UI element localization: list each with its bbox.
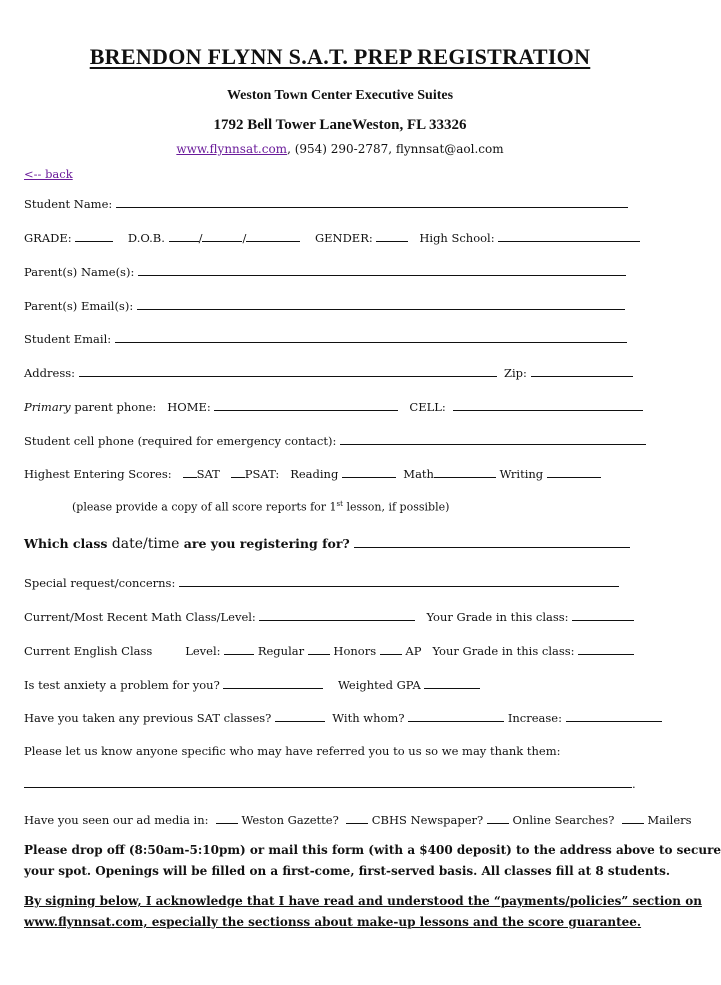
student-cell-row: Student cell phone (required for emergency contact): (24, 433, 646, 448)
website-link[interactable]: www.flynnsat.com (176, 142, 288, 156)
address-line: 1792 Bell Tower LaneWeston, FL 33326 (213, 117, 467, 133)
regular-check[interactable] (224, 643, 254, 655)
previous-classes-field[interactable] (275, 710, 325, 722)
address-row: Address: Zip: (24, 365, 633, 380)
anxiety-row: Is test anxiety a problem for you? Weighted GPA (24, 677, 480, 692)
previous-classes-row: Have you taken any previous SAT classes? With whom? Increase: (24, 710, 662, 725)
reading-field[interactable] (342, 466, 396, 478)
student-name-field[interactable] (116, 196, 628, 208)
back-link[interactable]: <-- back (24, 167, 73, 181)
writing-field[interactable] (547, 466, 601, 478)
student-name-row: Student Name: (24, 196, 628, 211)
cell-phone-field[interactable] (453, 399, 643, 411)
ad-media-row: Have you seen our ad media in: Weston Gazette? CBHS Newspaper? Online Searches? Mailers (24, 813, 692, 827)
gender-field[interactable] (376, 230, 408, 242)
special-request-row: Special request/concerns: (24, 575, 619, 590)
home-phone-field[interactable] (214, 399, 398, 411)
math-class-row: Current/Most Recent Math Class/Level: Your Grade in this class: (24, 609, 634, 624)
drop-off-line-1: Please drop off (8:50am-5:10pm) or mail this form (with a $400 deposit) to the address above to secure (24, 843, 721, 857)
parent-emails-field[interactable] (137, 298, 625, 310)
mailers-check[interactable] (622, 812, 644, 824)
acknowledgement-line-2: www.flynnsat.com, especially the sectionss about make-up lessons and the score guarantee. (24, 915, 642, 929)
dob-day-field[interactable] (202, 230, 242, 242)
parent-phone-row: Primary parent phone: HOME: CELL: (24, 399, 643, 414)
page-title: BRENDON FLYNN S.A.T. PREP REGISTRATION (89, 44, 591, 69)
cbhs-check[interactable] (346, 812, 368, 824)
honors-check[interactable] (308, 643, 330, 655)
score-note: (please provide a copy of all score reports for 1st lesson, if possible) (72, 500, 450, 514)
gpa-field[interactable] (424, 677, 480, 689)
class-datetime-field[interactable] (354, 536, 630, 548)
referral-field[interactable] (24, 776, 632, 788)
scores-row: Highest Entering Scores: SAT PSAT: Reading Math Writing (24, 466, 601, 481)
math-class-field[interactable] (259, 609, 415, 621)
referral-prompt: Please let us know anyone specific who may have referred you to us so we may thank them: (24, 744, 561, 758)
parent-names-row: Parent(s) Name(s): (24, 264, 626, 279)
english-class-row: Current English Class Level: Regular Honors AP Your Grade in this class: (24, 643, 634, 658)
address-field[interactable] (79, 365, 497, 377)
online-check[interactable] (487, 812, 509, 824)
zip-field[interactable] (531, 365, 633, 377)
high-school-field[interactable] (498, 230, 640, 242)
contact-line: www.flynnsat.com, (954) 290-2787, flynnsat@aol.com (176, 142, 504, 156)
student-email-field[interactable] (115, 331, 627, 343)
sat-check[interactable] (183, 466, 197, 478)
student-cell-field[interactable] (340, 433, 646, 445)
math-field[interactable] (434, 466, 496, 478)
drop-off-line-2: your spot. Openings will be filled on a first-come, first-served basis. All classes fill at 8 students. (24, 864, 671, 878)
english-grade-field[interactable] (578, 643, 634, 655)
gazette-check[interactable] (216, 812, 238, 824)
student-email-row: Student Email: (24, 331, 627, 346)
math-grade-field[interactable] (572, 609, 634, 621)
dob-month-field[interactable] (169, 230, 199, 242)
parent-names-field[interactable] (138, 264, 626, 276)
increase-field[interactable] (566, 710, 662, 722)
psat-check[interactable] (231, 466, 245, 478)
venue: Weston Town Center Executive Suites (226, 88, 454, 103)
with-whom-field[interactable] (408, 710, 504, 722)
grade-row: GRADE: D.O.B. / / GENDER: High School: (24, 230, 640, 245)
class-datetime-row: Which class date/time are you registering for? (24, 536, 630, 552)
grade-field[interactable] (75, 230, 113, 242)
special-request-field[interactable] (179, 575, 619, 587)
anxiety-field[interactable] (223, 677, 323, 689)
ap-check[interactable] (380, 643, 402, 655)
referral-row: . (24, 776, 636, 791)
dob-year-field[interactable] (246, 230, 300, 242)
parent-emails-row: Parent(s) Email(s): (24, 298, 625, 313)
acknowledgement-line-1: By signing below, I acknowledge that I have read and understood the “payments/policies” section on (24, 894, 702, 908)
